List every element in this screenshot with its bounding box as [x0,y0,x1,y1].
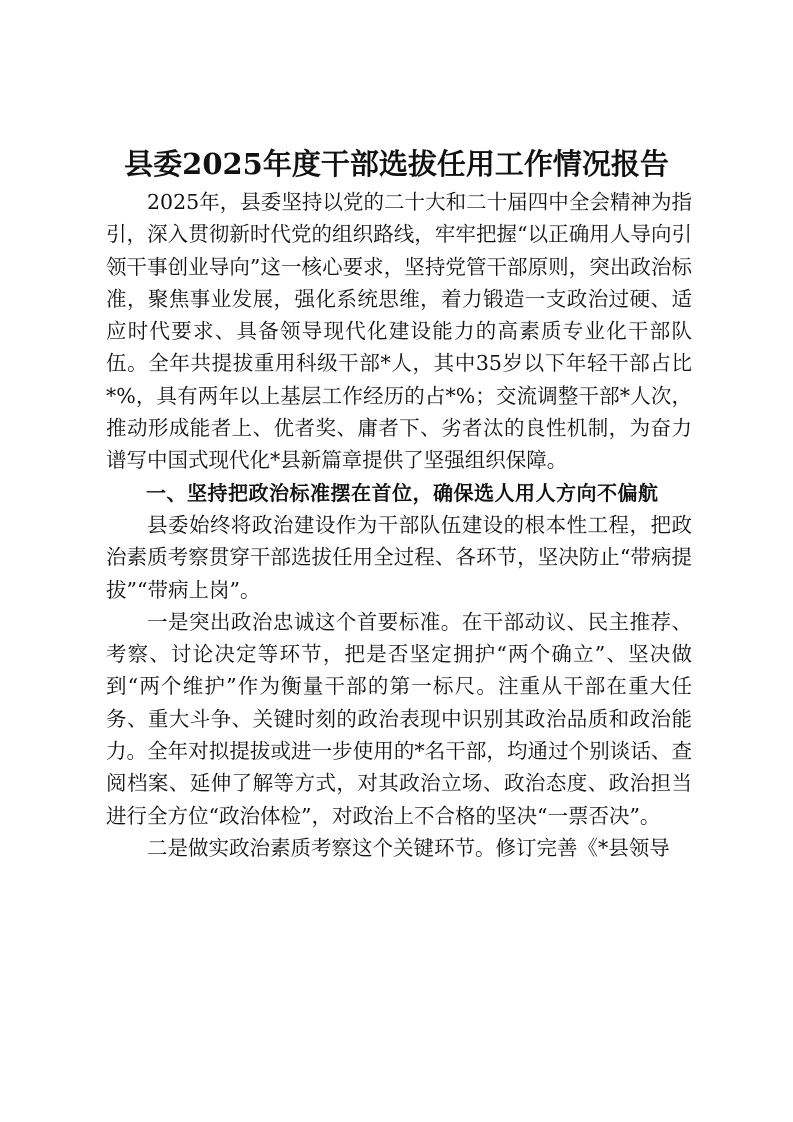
section1-paragraph-3: 二是做实政治素质考察这个关键环节。修订完善《*县领导 [147,835,670,860]
document-title: 县委2025年度干部选拔任用工作情况报告 [124,147,669,181]
intro-paragraph: 2025年，县委坚持以党的二十大和二十届四中全会精神为指引，深入贯彻新时代党的组织路线，牢牢把握“以正确用人导向引领干事创业导向”这一核心要求，坚持党管干部原则，突出政治标准，聚焦事业发展，强化系统思维，着力锻造一支政治过硬、适应时代要求、具备领导现代化建设能力的高素质专业化干部队伍。全年共提拔重用科级干部*人，其中35岁以下年轻干部占比*%，具有两年以上基层工作经历的占*%；交流调整干部*人次，推动形成能者上、优者奖、庸者下、劣者汰的良性机制，为奋力谱写中国式现代化*县新篇章提供了坚强组织保障。 [106,190,692,473]
document-body [106,186,692,864]
section1-paragraph-2: 一是突出政治忠诚这个首要标准。在干部动议、民主推荐、考察、讨论决定等环节，把是否坚定拥护“两个确立”、坚决做到“两个维护”作为衡量干部的第一标尺。注重从干部在重大任务、重大斗争、关键时刻的政治表现中识别其政治品质和政治能力。全年对拟提拔或进一步使用的*名干部，均通过个别谈话、查阅档案、延伸了解等方式，对其政治立场、政治态度、政治担当进行全方位“政治体检”，对政治上不合格的坚决“一票否决”。 [106,609,692,828]
section1-paragraph-1: 县委始终将政治建设作为干部队伍建设的根本性工程，把政治素质考察贯穿干部选拔任用全过程、各环节，坚决防止“带病提拔”“带病上岗”。 [106,512,692,602]
section-heading-1: 一、坚持把政治标准摆在首位，确保选人用人方向不偏航 [146,480,659,505]
